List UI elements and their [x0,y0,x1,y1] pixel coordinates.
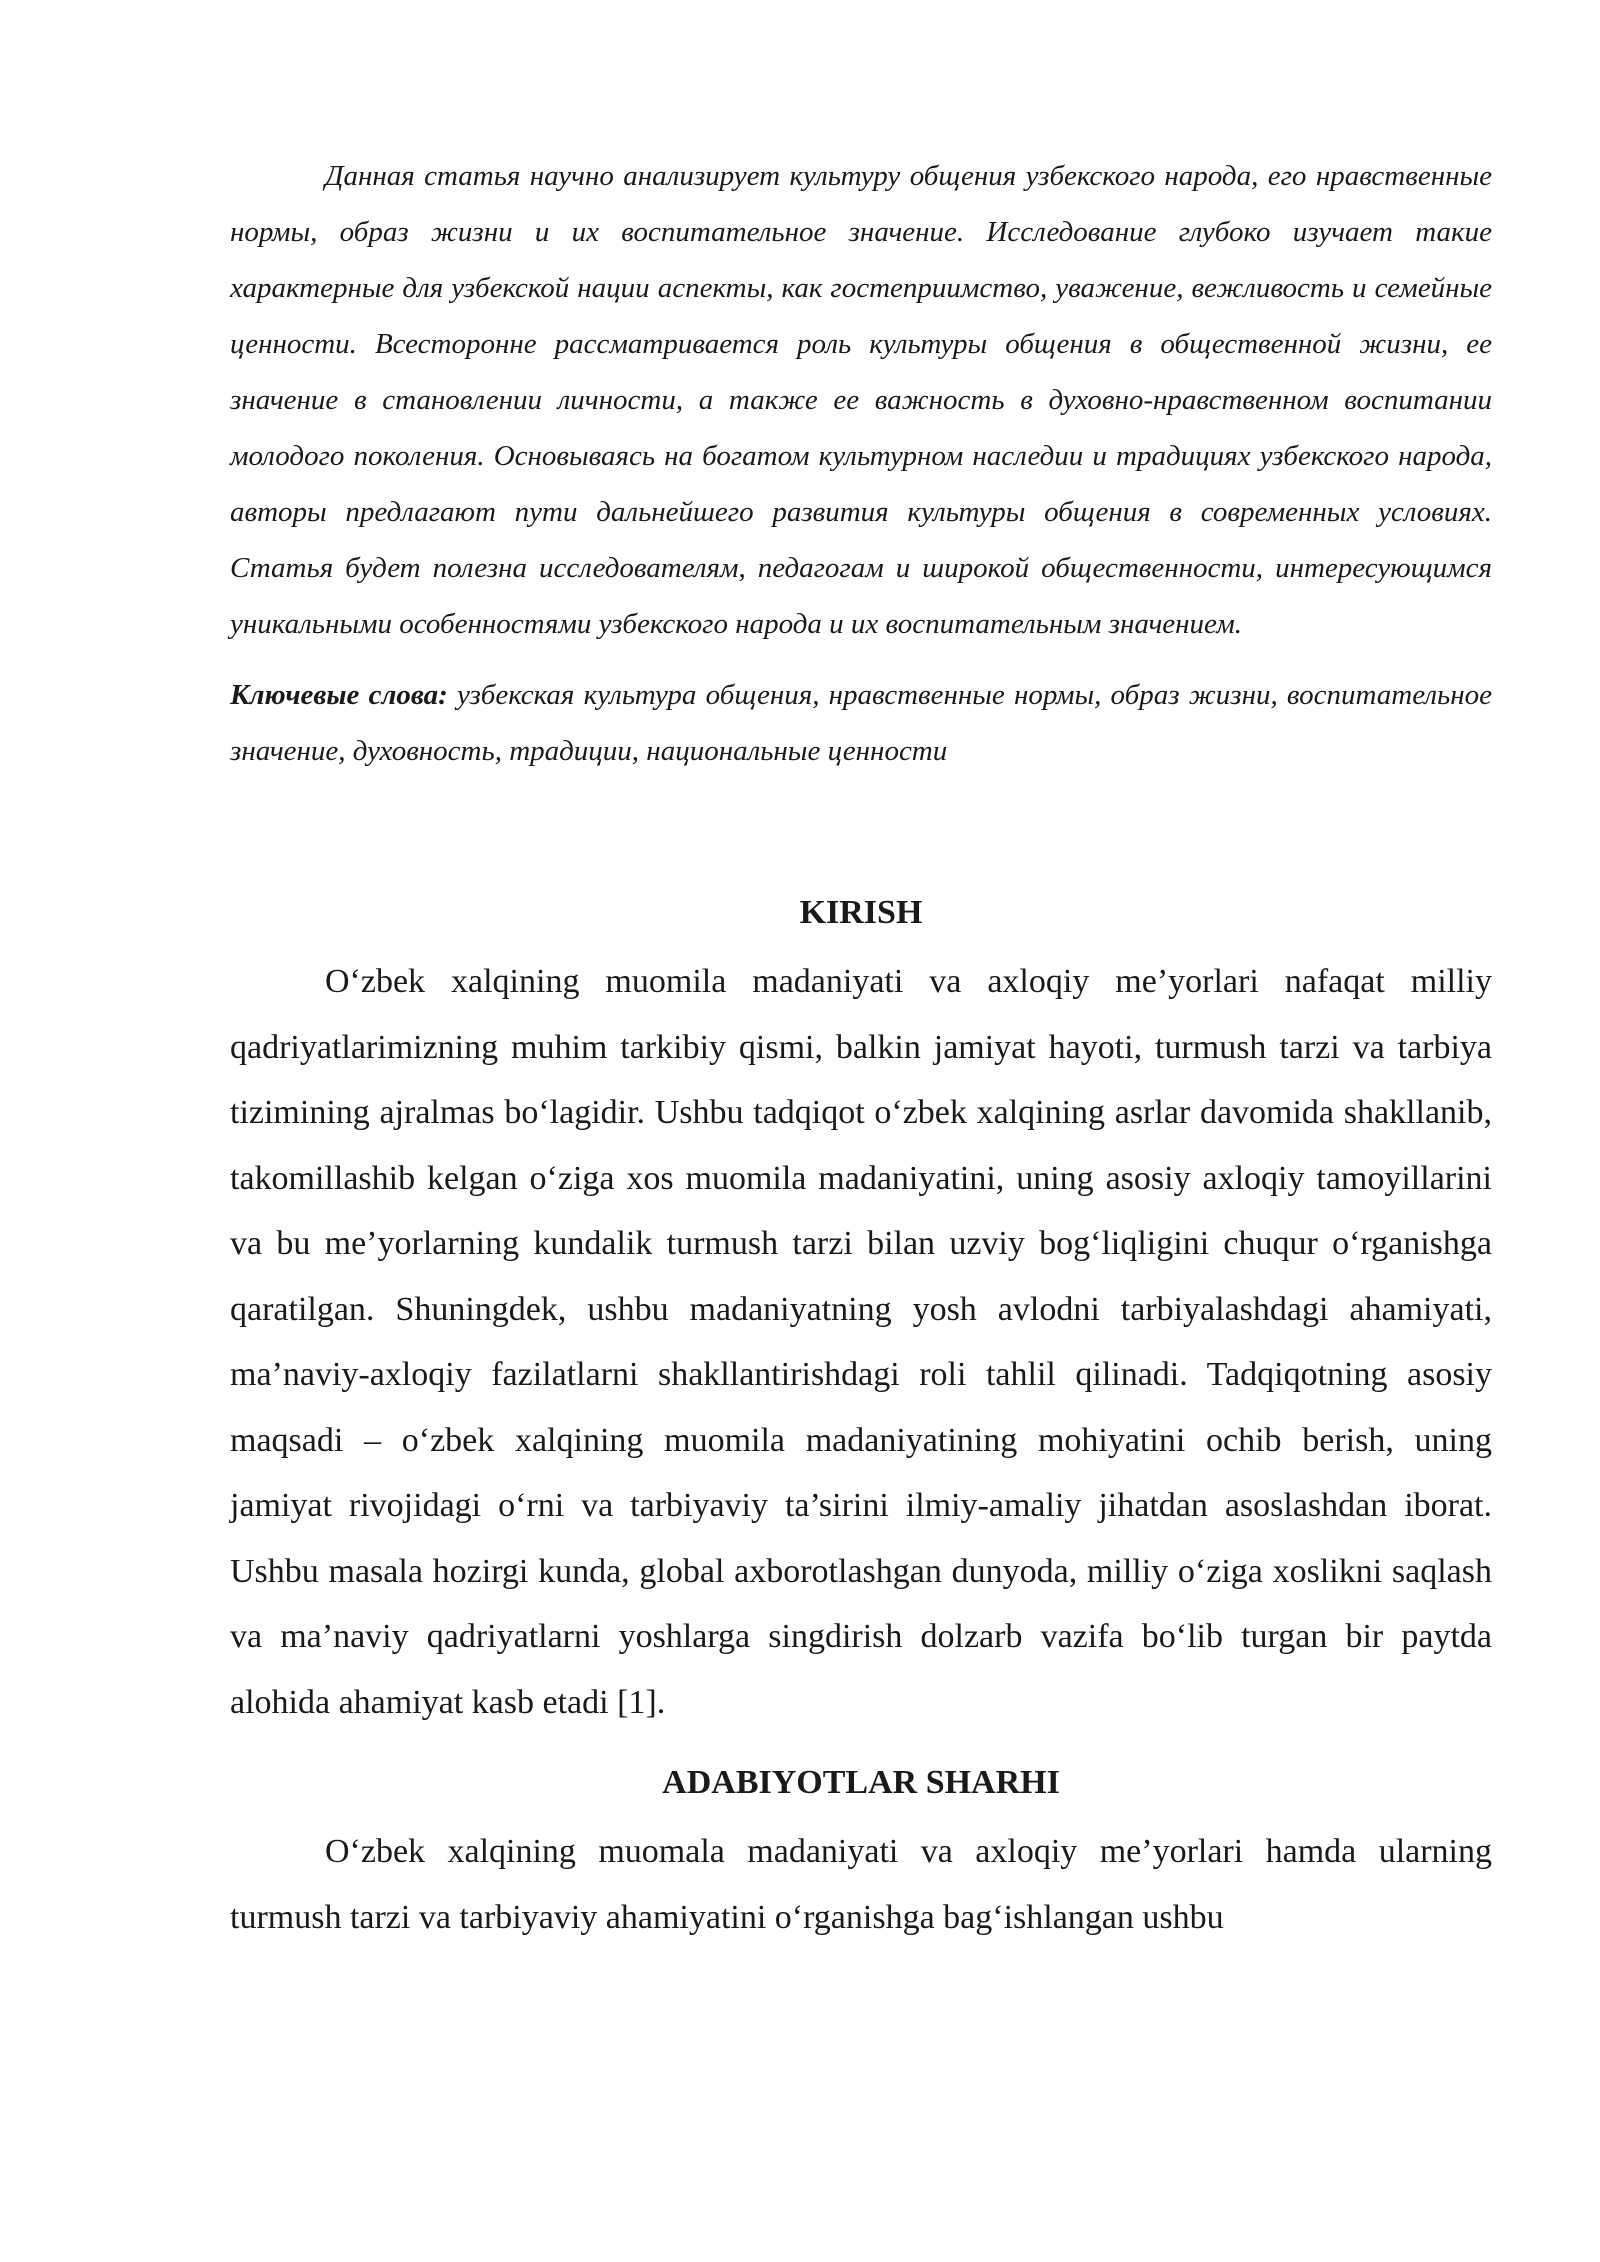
keywords-text: узбекская культура общения, нравственные нормы, образ жизни, воспитательное значение, духовность, традиции, национальные ценности [230,679,1492,767]
document-page [230,148,1492,1950]
section-paragraph-adabiyotlar-sharhi: O‘zbek xalqining muomala madaniyati va axloqiy me’yorlari hamda ularning turmush tarzi va tarbiyaviy ahamiyatini o‘rganishga bag‘ishlangan ushbu [230,1833,1492,1936]
section-heading-adabiyotlar-sharhi: ADABIYOTLAR SHARHI [662,1764,1060,1801]
keywords-label: Ключевые слова: [230,679,448,711]
keywords-paragraph [230,667,1492,779]
section-heading-kirish: KIRISH [799,894,923,931]
section-paragraph-kirish: O‘zbek xalqining muomila madaniyati va axloqiy me’yorlari nafaqat milliy qadriyatlarimizning muhim tarkibiy qismi, balkin jamiyat hayoti, turmush tarzi va tarbiya tizimining ajralmas bo‘lagidir. Ushbu tadqiqot o‘zbek xalqining asrlar davomida shakllanib, takomillashib kelgan o‘ziga xos muomila madaniyatini, uning asosiy axloqiy tamoyillarini va bu me’yorlarning kundalik turmush tarzi bilan uzviy bog‘liqligini chuqur o‘rganishga qaratilgan. Shuningdek, ushbu madaniyatning yosh avlodni tarbiyalashdagi ahamiyati, ma’naviy-axloqiy fazilatlarni shakllantirishdagi roli tahlil qilinadi. Tadqiqotning asosiy maqsadi – o‘zbek xalqining muomila madaniyatining mohiyatini ochib berish, uning jamiyat rivojidagi o‘rni va tarbiyaviy ta’sirini ilmiy-amaliy jihatdan asoslashdan iborat. Ushbu masala hozirgi kunda, global axborotlashgan dunyoda, milliy o‘ziga xoslikni saqlash va ma’naviy qadriyatlarni yoshlarga singdirish dolzarb vazifa bo‘lib turgan bir paytda alohida ahamiyat kasb etadi [1]. [230,963,1492,1721]
abstract-paragraph: Данная статья научно анализирует культуру общения узбекского народа, его нравственные нормы, образ жизни и их воспитательное значение. Исследование глубоко изучает такие характерные для узбекской нации аспекты, как гостеприимство, уважение, вежливость и семейные ценности. Всесторонне рассматривается роль культуры общения в общественной жизни, ее значение в становлении личности, а также ее важность в духовно-нравственном воспитании молодого поколения. Основываясь на богатом культурном наследии и традициях узбекского народа, авторы предлагают пути дальнейшего развития культуры общения в современных условиях. Статья будет полезна исследователям, педагогам и широкой общественности, интересующимся уникальными особенностями узбекского народа и их воспитательным значением. [230,160,1492,640]
